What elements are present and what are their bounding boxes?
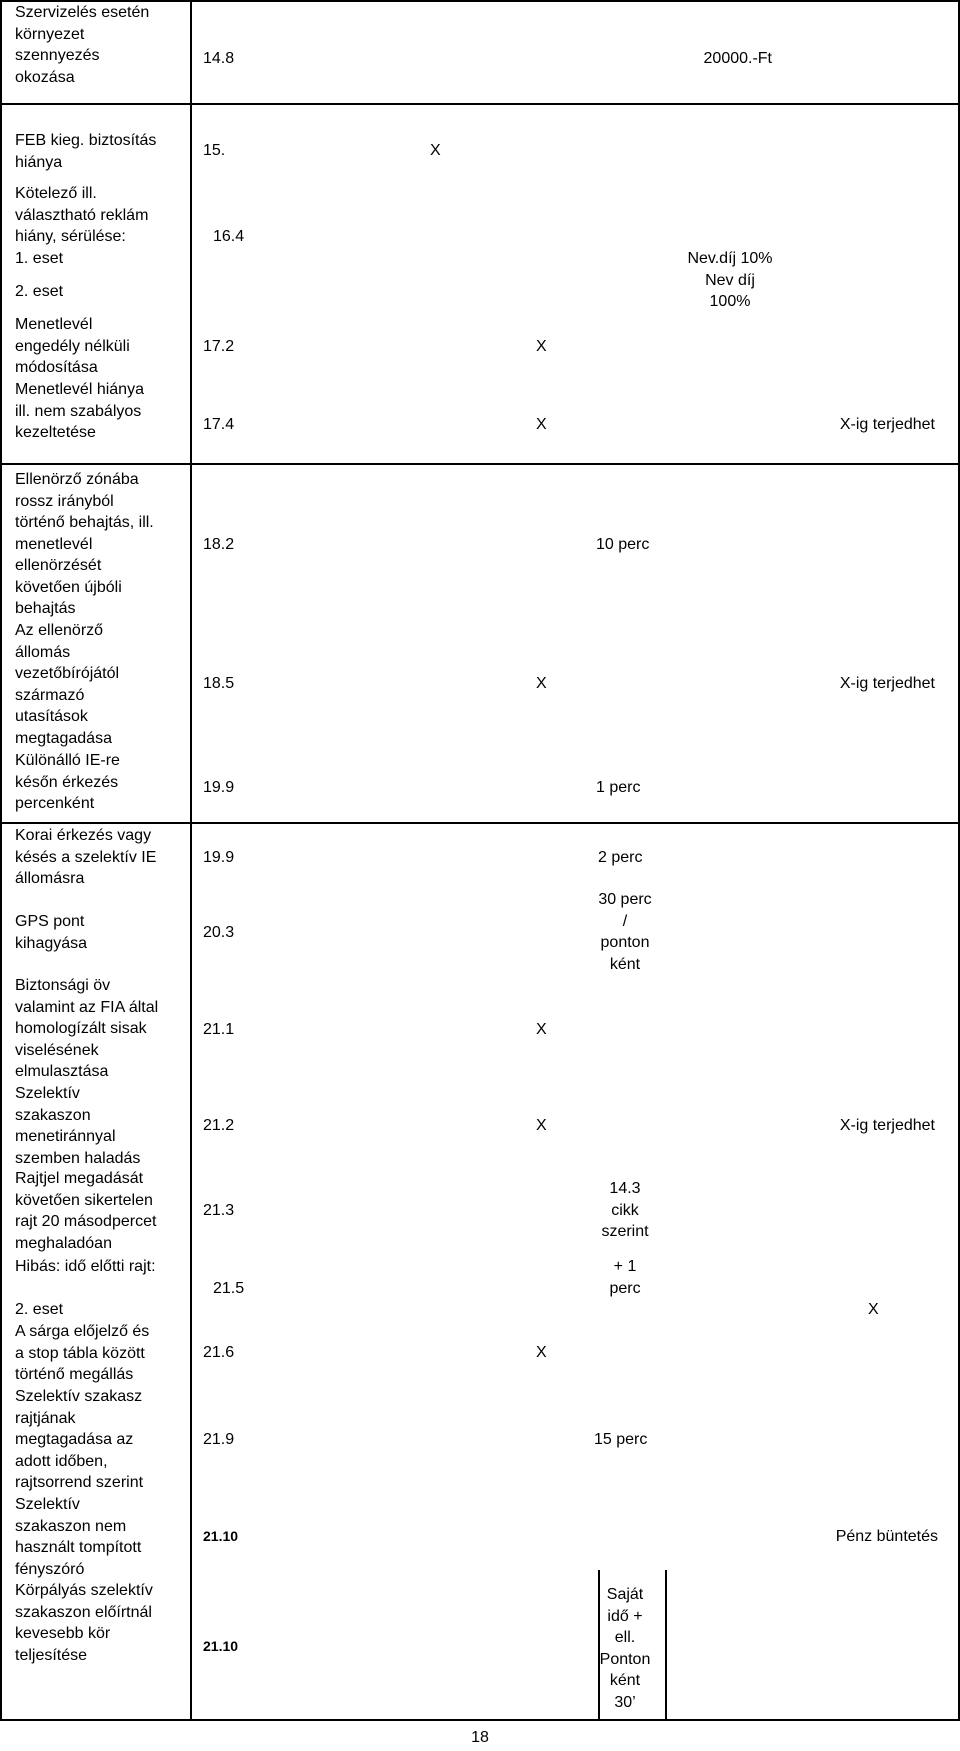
row-penalty: 15 perc <box>594 1431 648 1448</box>
row-penalty: 14.3 cikk szerint <box>601 1180 649 1240</box>
row-code: 21.9 <box>203 1431 235 1448</box>
row-code: 18.5 <box>203 675 235 692</box>
row-mark: X <box>536 338 547 355</box>
row-code: 17.2 <box>203 338 235 355</box>
row-mark: X <box>536 1021 547 1038</box>
row-label: Szelektív szakaszon menetiránnyal szemben haladás <box>15 1085 141 1167</box>
page-number: 18 <box>471 1729 489 1746</box>
row-label: Hibás: idő előtti rajt: <box>15 1258 156 1275</box>
row-penalty: 2 perc <box>598 849 643 866</box>
row-mark: X <box>430 142 441 159</box>
row-code: 18.2 <box>203 536 235 553</box>
row-code: 20.3 <box>203 924 235 941</box>
row-note: X-ig terjedhet <box>839 675 935 692</box>
row-label: Az ellenörző állomás vezetőbírójától származó utasítások megtagadása <box>15 622 120 747</box>
row-label: Különálló IE-re későn érkezés percenként <box>15 752 120 812</box>
row-label: Szervizelés esetén környezet szennyezés okozása <box>15 4 150 86</box>
row-label: Rajtjel megadását követően sikertelen rajt 20 másodpercet meghaladóan <box>15 1170 157 1252</box>
row-label: Szelektív szakasz rajtjának megtagadása az adott időben, rajtsorrend szerint <box>15 1388 144 1491</box>
row-note: X <box>868 1301 879 1318</box>
row-code: 21.2 <box>203 1117 235 1134</box>
row-code: 21.10 <box>203 1638 239 1654</box>
row-mark: X <box>536 1117 547 1134</box>
row-code: 17.4 <box>203 416 235 433</box>
row-mark: X <box>536 675 547 692</box>
row-code: 14.8 <box>203 50 235 67</box>
row-note: X-ig terjedhet <box>839 1117 935 1134</box>
row-label: 2. eset <box>15 1301 64 1318</box>
row-mark: X <box>536 1344 547 1361</box>
row-note: Pénz büntetés <box>835 1528 938 1545</box>
row-label: Biztonsági öv valamint az FIA által homologízált sisak viselésének elmulasztása <box>15 977 159 1080</box>
row-label: Kötelező ill. választható reklám hiány, sérülése: 1. eset <box>15 185 149 267</box>
row-fine: 20000.-Ft <box>703 50 772 67</box>
row-code: 16.4 <box>213 228 245 245</box>
row-label: Korai érkezés vagy késés a szelektív IE állomásra <box>15 827 157 887</box>
row-label: Menetlevél hiánya ill. nem szabályos kezeltetése <box>15 381 144 441</box>
row-label: GPS pont kihagyása <box>15 913 88 952</box>
row-code: 21.1 <box>203 1021 235 1038</box>
row-code: 21.5 <box>213 1280 245 1297</box>
row-code: 19.9 <box>203 849 235 866</box>
row-label: 2. eset <box>15 283 64 300</box>
row-code: 21.3 <box>203 1202 235 1219</box>
row-fee: Nev.díj 10% Nev díj 100% <box>687 250 773 310</box>
row-code: 21.6 <box>203 1344 235 1361</box>
row-note: X-ig terjedhet <box>839 416 935 433</box>
row-code: 21.10 <box>203 1528 239 1544</box>
row-label: Körpályás szelektív szakaszon előírtnál kevesebb kör teljesítése <box>15 1582 153 1664</box>
row-penalty: 1 perc <box>596 779 641 796</box>
row-label: Szelektív szakaszon nem használt tompított fényszóró <box>15 1496 142 1578</box>
row-code: 19.9 <box>203 779 235 796</box>
row-label: Menetlevél engedély nélküli módosítása <box>15 316 130 376</box>
row-label: Ellenörző zónába rossz irányból történő behajtás, ill. menetlevél ellenörzését követően újbóli behajtás <box>15 471 154 617</box>
row-penalty: 10 perc <box>596 536 650 553</box>
row-penalty: 30 perc / ponton ként <box>598 891 652 973</box>
row-code: 15. <box>203 142 226 159</box>
row-penalty: + 1 perc <box>609 1258 641 1297</box>
row-label: A sárga előjelző és a stop tábla között történő megállás <box>15 1323 150 1383</box>
row-label: FEB kieg. biztosítás hiánya <box>15 132 157 171</box>
row-penalty: Saját idő + ell. Ponton ként 30’ <box>599 1586 651 1711</box>
row-mark: X <box>536 416 547 433</box>
